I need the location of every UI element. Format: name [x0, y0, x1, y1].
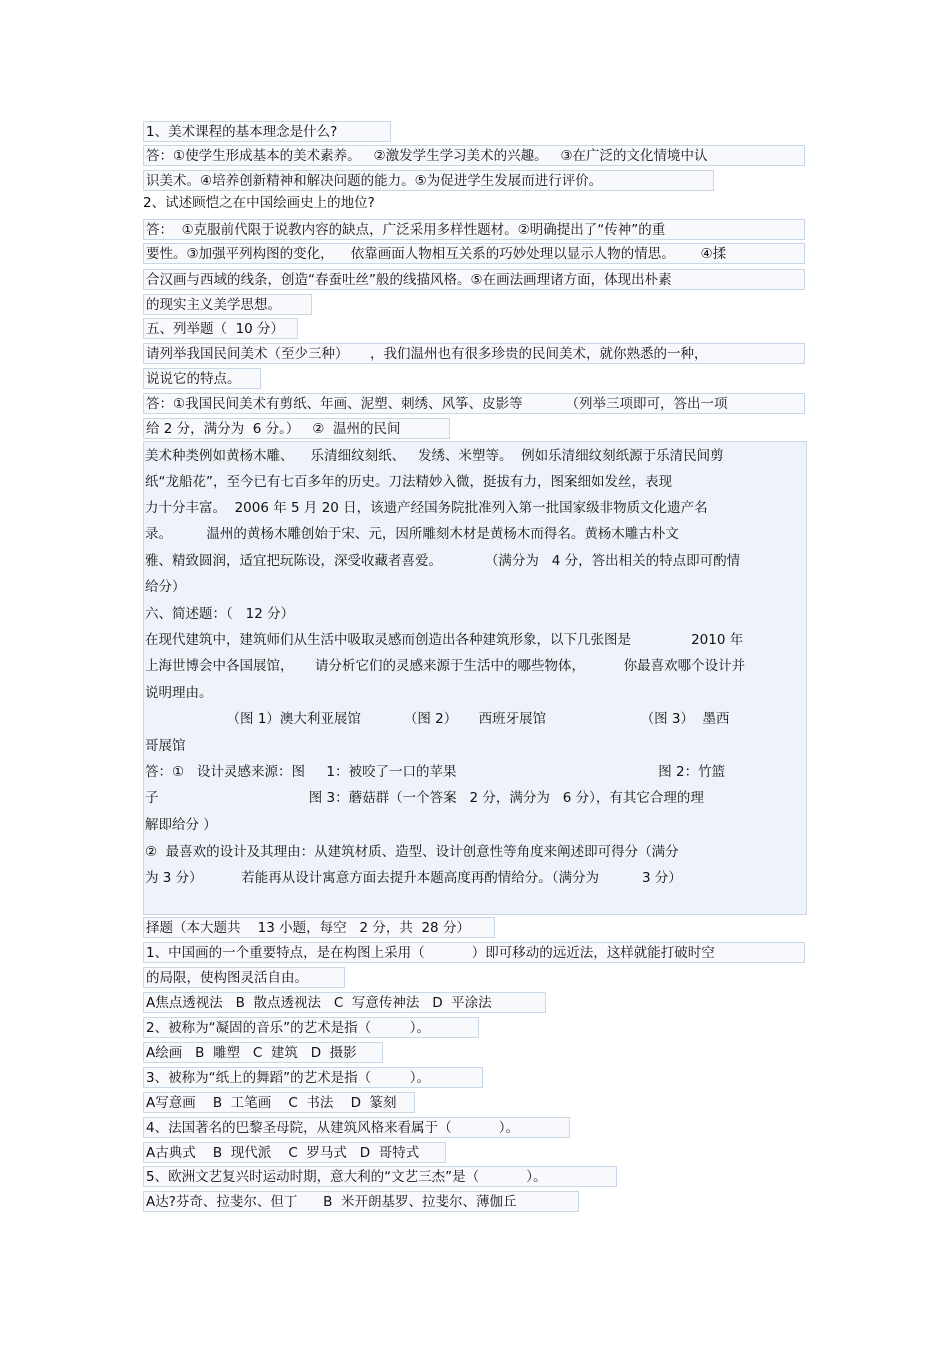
mc-question-5: 5、欧洲文艺复兴时运动时期，意大利的“文艺三杰”是（ ）。 — [143, 1166, 617, 1187]
answer-2-line-3: 合汉画与西域的线条，创造“春蚕吐丝”般的线描风格。⑤在画法画理诸方面，体现出朴素 — [143, 269, 805, 290]
answer-1-line-1: 答：①使学生形成基本的美术素养。 ②激发学生学习美术的兴趣。 ③在广泛的文化情境中认 — [143, 145, 805, 166]
mc-question-2-options: A绘画 B 雕塑 C 建筑 D 摄影 — [143, 1042, 383, 1063]
block-line: 为 3 分） 若能再从设计寓意方面去提升本题高度再酌情给分。（满分为 3 分） — [145, 870, 682, 886]
section-5-answer-line-2: 给 2 分，满分为 6 分。） ② 温州的民间 — [143, 418, 450, 439]
section-5-question-line-1: 请列举我国民间美术（至少三种） ，我们温州也有很多珍贵的民间美术，就你熟悉的一种， — [143, 343, 805, 364]
block-line: 录。 温州的黄杨木雕创始于宋、元，因所雕刻木材是黄杨木而得名。黄杨木雕古朴文 — [145, 526, 679, 542]
figure-captions: （图 1）澳大利亚展馆 （图 2） 西班牙展馆 （图 3） 墨西 — [145, 711, 730, 727]
multiple-choice-header: 择题（本大题共 13 小题，每空 2 分，共 28 分） — [143, 917, 495, 938]
block-line: 给分） — [145, 579, 186, 595]
mc-question-3-options: A写意画 B 工笔画 C 书法 D 篆刻 — [143, 1092, 415, 1113]
block-line: 纸“龙船花”，至今已有七百多年的历史。刀法精妙入微，挺拔有力，图案细如发丝，表现 — [145, 474, 672, 490]
answer-1-line-2: 识美术。④培养创新精神和解决问题的能力。⑤为促进学生发展而进行评价。 — [143, 170, 714, 191]
answer-block — [143, 441, 807, 915]
question-2: 2、试述顾恺之在中国绘画史上的地位? — [143, 195, 375, 211]
question-1: 1、美术课程的基本理念是什么? — [143, 121, 391, 142]
answer-2-line-1: 答： ①克服前代限于说教内容的缺点，广泛采用多样性题材。②明确提出了“传神”的重 — [143, 219, 805, 240]
block-line: 上海世博会中各国展馆， 请分析它们的灵感来源于生活中的哪些物体， 你最喜欢哪个设计并 — [145, 658, 746, 674]
block-line: 解即给分 ） — [145, 817, 217, 833]
block-line: 力十分丰富。 2006 年 5 月 20 日，该遗产经国务院批准列入第一批国家级非物质文化遗产名 — [145, 500, 708, 516]
section-5-answer-line-1: 答：①我国民间美术有剪纸、年画、泥塑、刺绣、风筝、皮影等 （列举三项即可，答出一项 — [143, 393, 805, 414]
mc-question-1-options: A焦点透视法 B 散点透视法 C 写意传神法 D 平涂法 — [143, 992, 546, 1013]
answer-2-line-4: 的现实主义美学思想。 — [143, 294, 312, 315]
mc-question-4-options: A古典式 B 现代派 C 罗马式 D 哥特式 — [143, 1142, 446, 1163]
section-5-question-line-2: 说说它的特点。 — [143, 368, 261, 389]
block-line: 在现代建筑中，建筑师们从生活中吸取灵感而创造出各种建筑形象，以下几张图是 2010 年 — [145, 632, 744, 648]
section-5-title: 五、列举题（ 10 分） — [143, 318, 298, 339]
block-line: 哥展馆 — [145, 738, 186, 754]
block-line: 美术种类例如黄杨木雕、 乐清细纹刻纸、 发绣、米塑等。 例如乐清细纹刻纸源于乐清民间剪 — [145, 448, 724, 464]
block-line: ② 最喜欢的设计及其理由：从建筑材质、造型、设计创意性等角度来阐述即可得分（满分 — [145, 844, 679, 860]
mc-question-2: 2、被称为“凝固的音乐”的艺术是指（ ）。 — [143, 1017, 479, 1038]
section-6-title: 六、简述题：（ 12 分） — [145, 606, 295, 622]
block-line: 说明理由。 — [145, 685, 213, 701]
mc-question-5-options: A达?芬奇、拉斐尔、但丁 B 米开朗基罗、拉斐尔、薄伽丘 — [143, 1191, 579, 1212]
answer-2-line-2: 要性。③加强平列构图的变化， 依靠画面人物相互关系的巧妙处理以显示人物的情思。 ④揉 — [143, 243, 805, 264]
block-line: 答：① 设计灵感来源：图 1：被咬了一口的苹果 图 2：竹篮 — [145, 764, 726, 780]
block-line: 子 图 3：蘑菇群（一个答案 2 分，满分为 6 分），有其它合理的理 — [145, 790, 704, 806]
block-line: 雅、精致圆润，适宜把玩陈设，深受收藏者喜爱。 （满分为 4 分，答出相关的特点即可酌情 — [145, 553, 741, 569]
mc-question-1-line-2: 的局限，使构图灵活自由。 — [143, 967, 345, 988]
mc-question-1-line-1: 1、中国画的一个重要特点，是在构图上采用（ ）即可移动的远近法，这样就能打破时空 — [143, 942, 805, 963]
mc-question-4: 4、法国著名的巴黎圣母院，从建筑风格来看属于（ ）。 — [143, 1117, 570, 1138]
mc-question-3: 3、被称为“纸上的舞蹈”的艺术是指（ ）。 — [143, 1067, 483, 1088]
